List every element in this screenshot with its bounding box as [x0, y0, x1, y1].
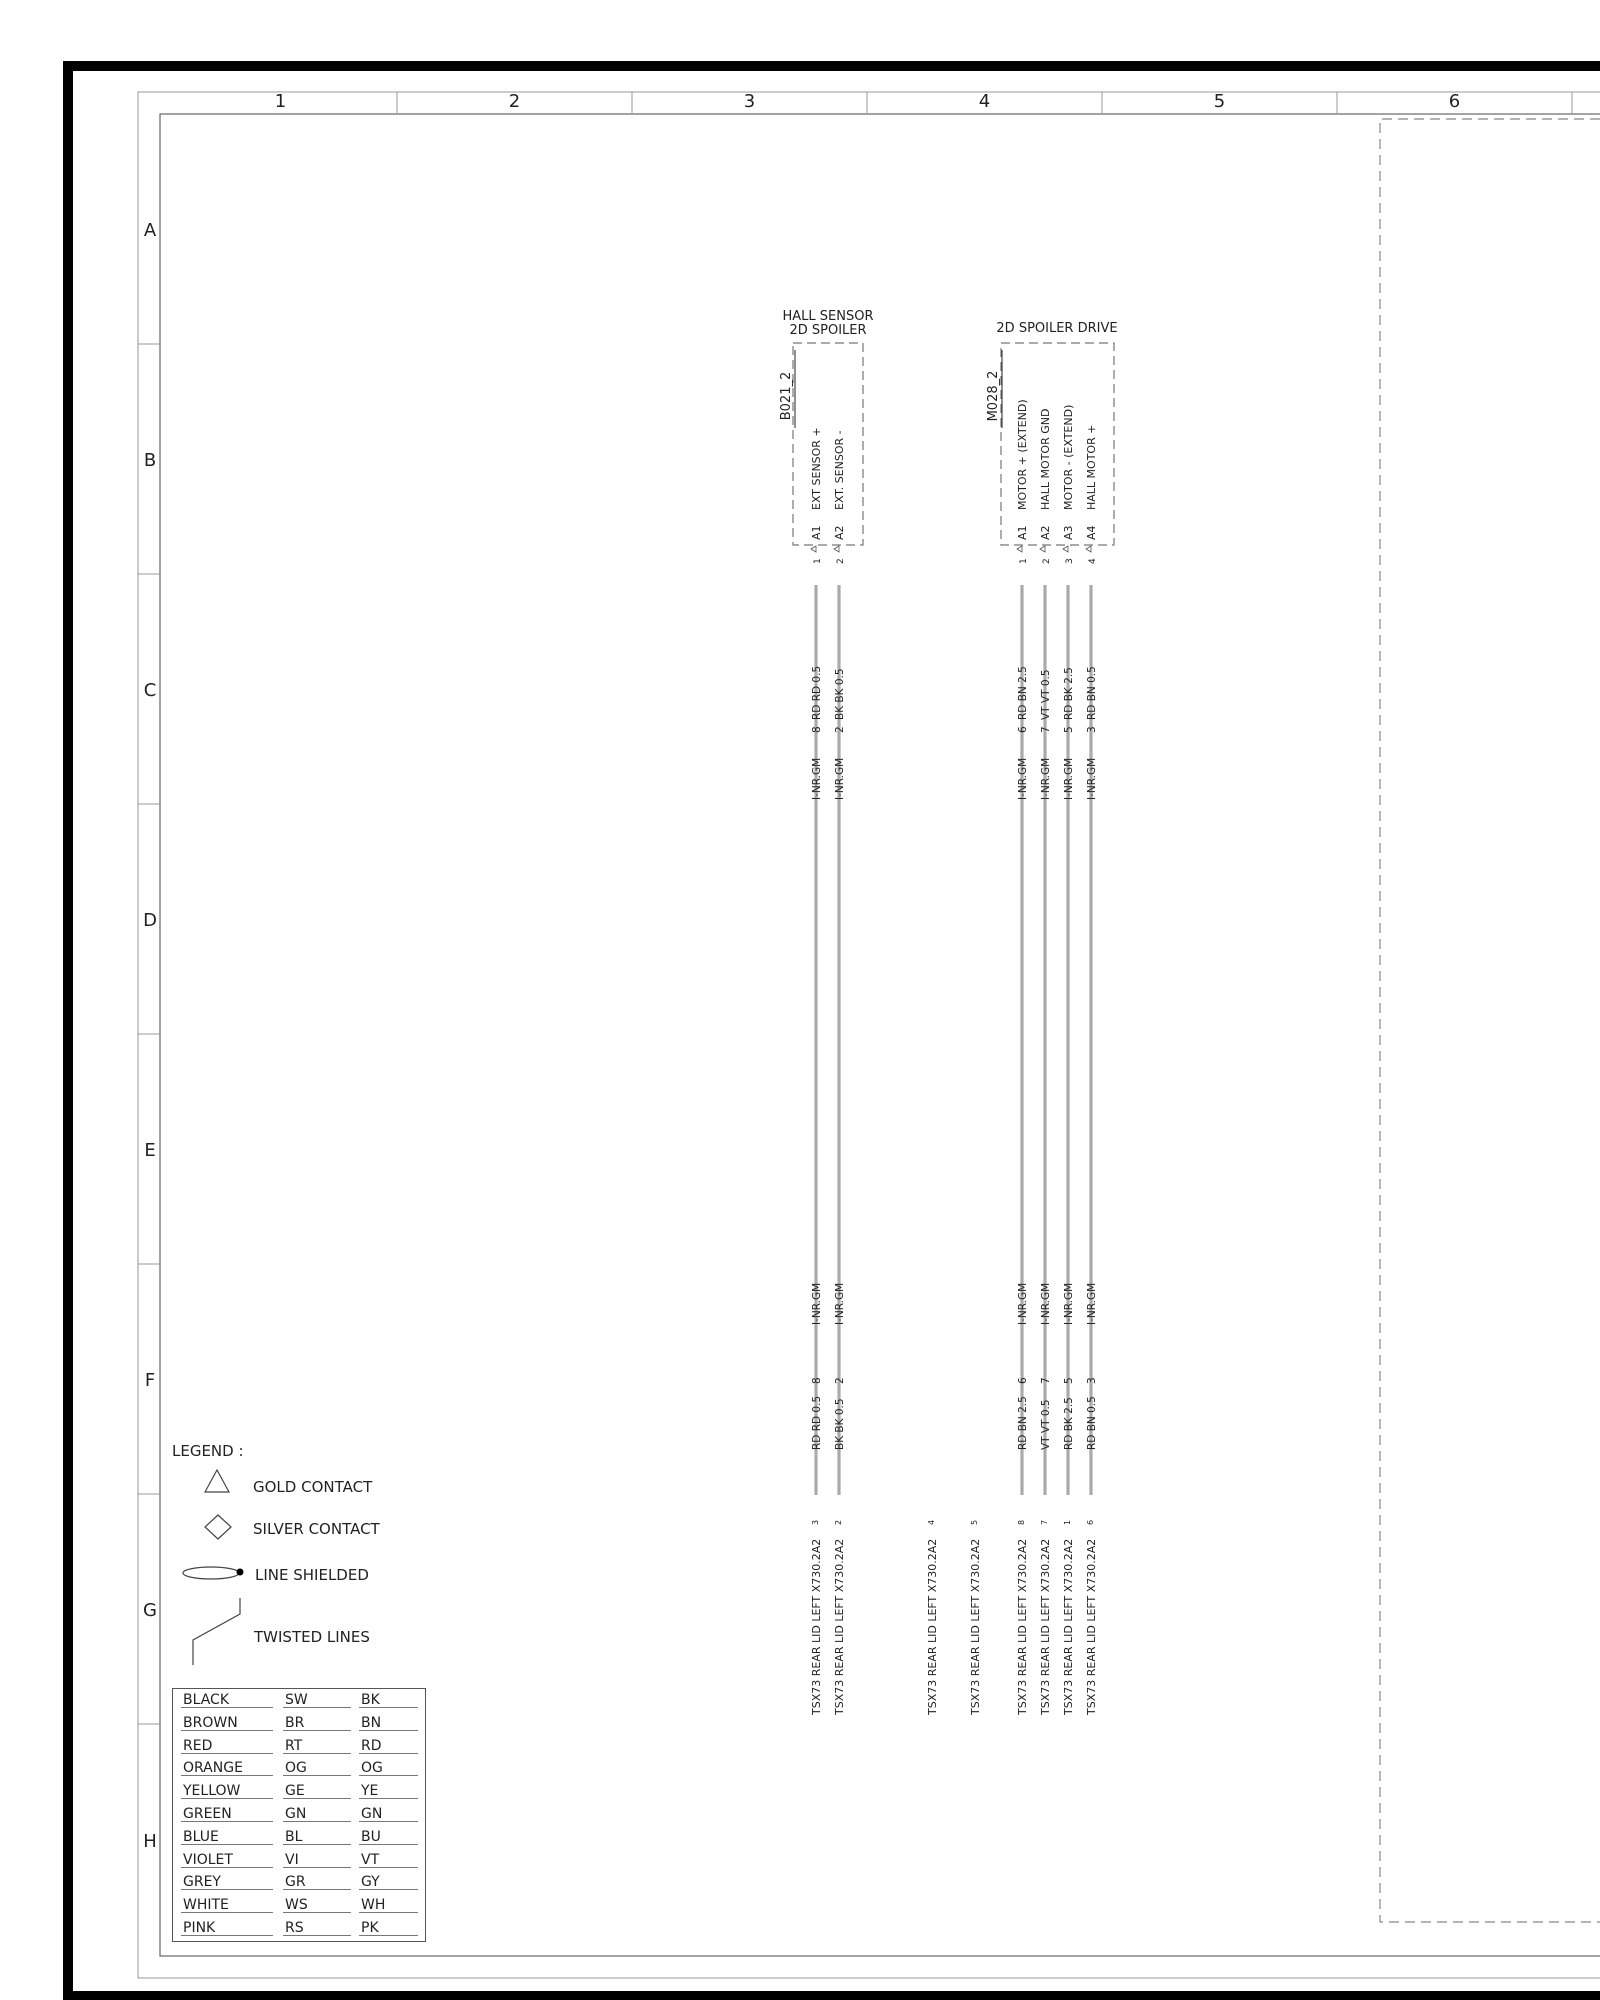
connection-label — [833, 1520, 846, 1716]
components — [779, 309, 1118, 564]
connection-text: TSX73 REAR LID LEFT X730.2A2 — [810, 1538, 823, 1715]
twisted-lines-icon — [193, 1598, 240, 1665]
table-underline — [359, 1889, 418, 1890]
table-underline — [181, 1753, 273, 1754]
pin-contact-icon — [834, 546, 839, 552]
wire-color-label-top: RD BK 2.5 — [1063, 667, 1075, 720]
pin-number: 4 — [1088, 558, 1098, 564]
color-table-row — [173, 1757, 425, 1780]
color-code-iso: RD — [361, 1737, 382, 1754]
connection-label — [1085, 1520, 1098, 1716]
table-underline — [283, 1730, 351, 1731]
connection-label — [810, 1520, 823, 1716]
connection-pin-number: 7 — [1040, 1519, 1049, 1525]
wire-color-label-top: RD BN 2.5 — [1017, 666, 1029, 720]
color-name-english: GREEN — [183, 1806, 232, 1822]
table-underline — [283, 1775, 351, 1776]
table-underline — [359, 1912, 418, 1913]
color-code-iso: GN — [361, 1806, 383, 1822]
shielded-line-dot-icon — [237, 1569, 244, 1576]
table-underline — [181, 1889, 273, 1890]
connection-pin-number: 6 — [1086, 1519, 1095, 1525]
color-table-row — [173, 1917, 425, 1940]
wire-color-label-bottom: BK BK 0.5 — [834, 1398, 846, 1450]
table-underline — [181, 1775, 273, 1776]
color-code-iso: VT — [361, 1851, 380, 1868]
connection-text: TSX73 REAR LID LEFT X730.2A2 — [926, 1538, 939, 1715]
pin-function-label: MOTOR + (EXTEND) — [1016, 399, 1029, 510]
column-label: 6 — [1448, 91, 1461, 112]
color-code-iso: OG — [361, 1760, 383, 1777]
wire — [1017, 585, 1029, 1495]
color-name-english: VIOLET — [183, 1851, 233, 1868]
wire-cavity-top: 7 — [1040, 726, 1052, 733]
wire-cavity-top: 2 — [834, 726, 846, 733]
color-table-row — [173, 1735, 425, 1758]
component-b021_2 — [779, 309, 874, 564]
column-label: 3 — [743, 91, 756, 112]
table-underline — [359, 1753, 418, 1754]
harness-label-top: I-NR.GM — [1017, 757, 1029, 800]
color-code-iso: BK — [361, 1692, 380, 1708]
pin-contact-icon — [1017, 546, 1022, 552]
pin-number: 2 — [836, 558, 846, 564]
table-underline — [181, 1798, 273, 1799]
wire-color-label-bottom: RD BN 2.5 — [1017, 1396, 1029, 1450]
pin-number: 3 — [1065, 558, 1075, 564]
color-name-english: BROWN — [183, 1714, 238, 1731]
connection-pin-number: 4 — [927, 1519, 936, 1525]
table-underline — [283, 1889, 351, 1890]
color-table-row — [173, 1712, 425, 1735]
legend-title: LEGEND : — [172, 1442, 244, 1460]
harness-label-top: I-NR.GM — [1086, 757, 1098, 800]
color-code-german: RT — [285, 1737, 303, 1754]
pin-number: 2 — [1042, 558, 1052, 564]
wire-color-label-top: BK BK 0.5 — [834, 668, 846, 720]
connection-pin-number: 8 — [1017, 1519, 1026, 1525]
color-code-german: BL — [285, 1828, 303, 1845]
color-name-english: RED — [183, 1737, 213, 1754]
connection-text: TSX73 REAR LID LEFT X730.2A2 — [1039, 1538, 1052, 1715]
pin-id-label: A4 — [1085, 525, 1098, 540]
component-outline — [793, 343, 863, 545]
pin-id-label: A3 — [1062, 525, 1075, 540]
connection-label — [969, 1520, 982, 1716]
wire-cavity-bottom: 7 — [1040, 1377, 1052, 1384]
pin-id-label: A1 — [1016, 525, 1029, 540]
color-code-german: RS — [285, 1920, 304, 1936]
harness-label-bottom: I-NR.GM — [1063, 1282, 1075, 1325]
pin-contact-icon — [1086, 546, 1091, 552]
connection-pin-number: 3 — [811, 1519, 820, 1525]
legend-silver-label: SILVER CONTACT — [253, 1520, 380, 1538]
color-table-row — [173, 1849, 425, 1872]
wire — [834, 585, 846, 1495]
harness-label-top: I-NR.GM — [1040, 757, 1052, 800]
component-subtitle: 2D SPOILER — [789, 323, 867, 338]
component-reference: M028_2 — [986, 370, 1001, 422]
harness-label-bottom: I-NR.GM — [834, 1282, 846, 1325]
wire-color-label-top: VT VT 0.5 — [1040, 669, 1052, 720]
row-labels — [143, 220, 157, 1852]
component-reference: B021_2 — [779, 371, 794, 421]
table-underline — [283, 1707, 351, 1708]
color-code-iso: PK — [361, 1920, 379, 1936]
row-label: C — [143, 680, 157, 701]
connection-text: TSX73 REAR LID LEFT X730.2A2 — [1016, 1538, 1029, 1715]
harness-label-top: I-NR.GM — [834, 757, 846, 800]
color-name-english: WHITE — [183, 1897, 229, 1914]
table-underline — [359, 1867, 418, 1868]
pin-function-label: HALL MOTOR + — [1085, 424, 1098, 510]
table-underline — [359, 1821, 418, 1822]
table-underline — [359, 1775, 418, 1776]
gold-contact-triangle-icon — [205, 1470, 229, 1492]
row-label: F — [144, 1370, 156, 1391]
table-underline — [283, 1867, 351, 1868]
wire-color-label-bottom: RD BN 0.5 — [1086, 1396, 1098, 1450]
wire-cavity-bottom: 3 — [1086, 1377, 1098, 1384]
color-table-row — [173, 1803, 425, 1826]
pin-id-label: A2 — [833, 525, 846, 540]
pin-contact-icon — [1063, 546, 1068, 552]
wire-cavity-bottom: 2 — [834, 1377, 846, 1384]
component-m028_2 — [986, 321, 1118, 564]
pin-function-label: HALL MOTOR GND — [1039, 408, 1052, 510]
color-code-german: VI — [285, 1851, 299, 1868]
table-underline — [359, 1798, 418, 1799]
pin-contact-icon — [1040, 546, 1045, 552]
table-underline — [181, 1821, 273, 1822]
legend-gold-label: GOLD CONTACT — [253, 1478, 373, 1496]
legend-shielded-label: LINE SHIELDED — [255, 1566, 369, 1584]
table-underline — [181, 1935, 273, 1936]
color-name-english: BLACK — [183, 1692, 230, 1708]
wire-color-table — [172, 1688, 426, 1942]
color-code-german: BR — [285, 1714, 305, 1731]
table-underline — [181, 1844, 273, 1845]
drawing-frame — [160, 114, 1600, 1956]
pin-number: 1 — [813, 558, 823, 564]
harness-label-top: I-NR.GM — [1063, 757, 1075, 800]
table-underline — [181, 1707, 273, 1708]
color-table-row — [173, 1689, 425, 1712]
connection-text: TSX73 REAR LID LEFT X730.2A2 — [1062, 1538, 1075, 1715]
pin-function-label: MOTOR - (EXTEND) — [1062, 404, 1075, 510]
table-underline — [283, 1935, 351, 1936]
connection-pin-number: 2 — [834, 1519, 843, 1525]
row-ticks — [138, 344, 160, 1724]
color-code-iso: GY — [361, 1874, 380, 1891]
wire-color-label-top: RD RD 0.5 — [811, 665, 823, 720]
legend-twisted-label: TWISTED LINES — [254, 1628, 370, 1646]
connection-pin-number: 5 — [970, 1519, 979, 1525]
table-underline — [283, 1912, 351, 1913]
table-underline — [359, 1707, 418, 1708]
wire-color-label-bottom: RD BK 2.5 — [1063, 1397, 1075, 1450]
harness-label-top: I-NR.GM — [811, 757, 823, 800]
wires — [811, 585, 1098, 1495]
row-label: H — [143, 1831, 157, 1852]
component-title: 2D SPOILER DRIVE — [996, 321, 1118, 336]
table-underline — [181, 1912, 273, 1913]
title-block-dashed-frame — [1380, 119, 1600, 1922]
wire-cavity-bottom: 8 — [811, 1377, 823, 1384]
wire — [811, 585, 823, 1495]
wire-cavity-bottom: 6 — [1017, 1377, 1029, 1384]
wire-color-label-top: RD BN 0.5 — [1086, 666, 1098, 720]
color-code-iso: YE — [361, 1783, 379, 1800]
harness-label-bottom: I-NR.GM — [811, 1282, 823, 1325]
table-underline — [283, 1798, 351, 1799]
color-name-english: PINK — [183, 1920, 216, 1936]
pin-function-label: EXT SENSOR + — [810, 427, 823, 510]
color-table-row — [173, 1871, 425, 1894]
harness-label-bottom: I-NR.GM — [1086, 1282, 1098, 1325]
row-label: A — [143, 220, 157, 241]
row-label: E — [144, 1140, 156, 1161]
connections — [810, 1520, 1098, 1716]
wire-color-label-bottom: RD RD 0.5 — [811, 1395, 823, 1450]
connection-pin-number: 1 — [1063, 1519, 1072, 1525]
color-code-german: WS — [285, 1897, 308, 1914]
harness-label-bottom: I-NR.GM — [1017, 1282, 1029, 1325]
color-name-english: BLUE — [183, 1828, 219, 1845]
wire — [1086, 585, 1098, 1495]
wire-cavity-bottom: 5 — [1063, 1377, 1075, 1384]
column-label: 1 — [274, 91, 287, 112]
pin-contact-icon — [811, 546, 816, 552]
connection-text: TSX73 REAR LID LEFT X730.2A2 — [969, 1538, 982, 1715]
table-underline — [359, 1935, 418, 1936]
connection-text: TSX73 REAR LID LEFT X730.2A2 — [1085, 1538, 1098, 1715]
silver-contact-diamond-icon — [205, 1515, 231, 1539]
connection-label — [1039, 1520, 1052, 1716]
wire-cavity-top: 8 — [811, 726, 823, 733]
pin-id-label: A1 — [810, 525, 823, 540]
pin-id-label: A2 — [1039, 525, 1052, 540]
color-code-german: GR — [285, 1874, 306, 1891]
table-underline — [181, 1867, 273, 1868]
wire — [1063, 585, 1075, 1495]
table-underline — [359, 1730, 418, 1731]
table-underline — [283, 1844, 351, 1845]
column-label: 2 — [508, 91, 521, 112]
color-table-row — [173, 1894, 425, 1917]
connection-label — [1062, 1520, 1075, 1716]
table-underline — [359, 1844, 418, 1845]
column-label: 4 — [978, 91, 991, 112]
shielded-line-ellipse-icon — [183, 1567, 239, 1579]
color-code-iso: WH — [361, 1897, 386, 1914]
table-underline — [181, 1730, 273, 1731]
connection-label — [926, 1520, 939, 1716]
row-label: B — [143, 450, 157, 471]
row-label: G — [143, 1600, 157, 1621]
wire-cavity-top: 3 — [1086, 726, 1098, 733]
component-title: HALL SENSOR — [782, 309, 874, 324]
color-name-english: YELLOW — [183, 1783, 241, 1800]
wire-color-label-bottom: VT VT 0.5 — [1040, 1399, 1052, 1450]
color-code-german: OG — [285, 1760, 307, 1777]
column-label: 5 — [1213, 91, 1226, 112]
wire-cavity-top: 6 — [1017, 726, 1029, 733]
color-name-english: GREY — [183, 1874, 221, 1891]
pin-function-label: EXT. SENSOR - — [833, 430, 846, 510]
table-underline — [283, 1753, 351, 1754]
pin-number: 1 — [1019, 558, 1029, 564]
color-name-english: ORANGE — [183, 1760, 243, 1777]
color-code-iso: BN — [361, 1714, 382, 1731]
connection-label — [1016, 1520, 1029, 1716]
row-label: D — [143, 910, 157, 931]
color-table-row — [173, 1780, 425, 1803]
table-underline — [283, 1821, 351, 1822]
wire-cavity-top: 5 — [1063, 726, 1075, 733]
color-code-german: GN — [285, 1806, 307, 1822]
color-table-row — [173, 1826, 425, 1849]
color-code-iso: BU — [361, 1828, 381, 1845]
wire — [1040, 585, 1052, 1495]
harness-label-bottom: I-NR.GM — [1040, 1282, 1052, 1325]
connection-text: TSX73 REAR LID LEFT X730.2A2 — [833, 1538, 846, 1715]
color-code-german: GE — [285, 1783, 305, 1800]
color-code-german: SW — [285, 1692, 308, 1708]
